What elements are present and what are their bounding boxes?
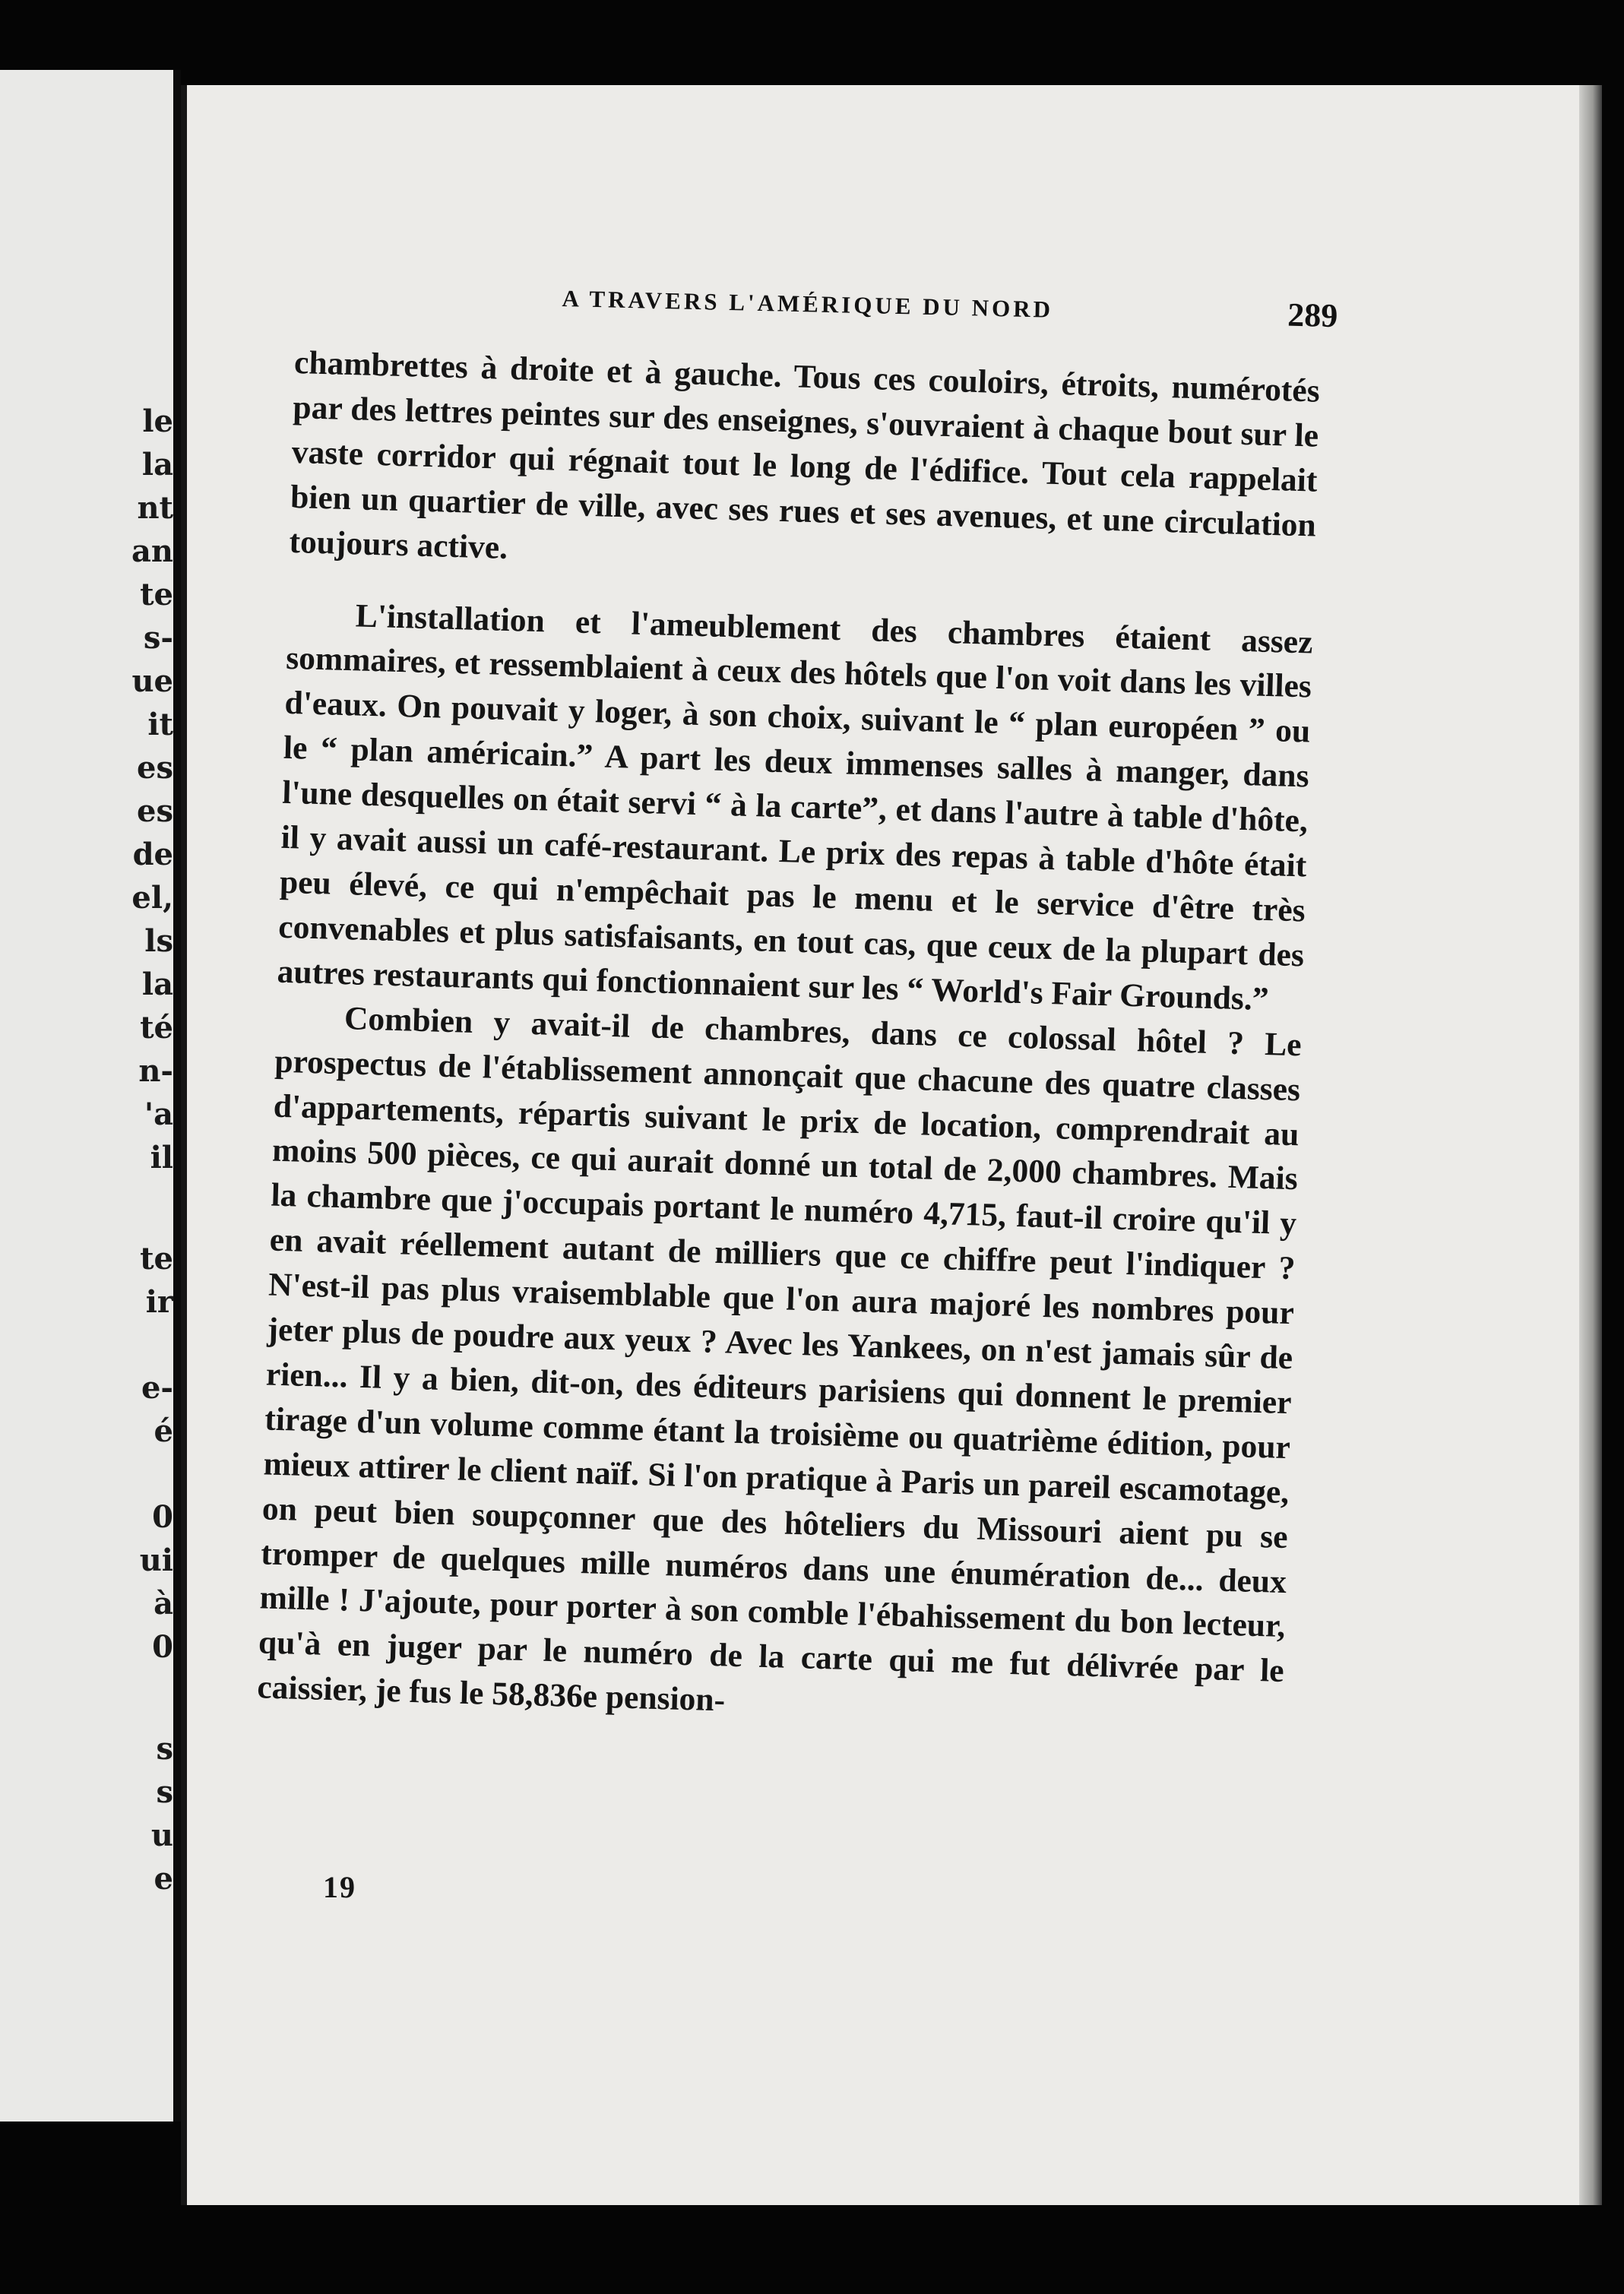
fragment: é bbox=[154, 1413, 173, 1449]
fragment: la bbox=[141, 967, 173, 1002]
fragment: s bbox=[156, 1774, 173, 1810]
fragment: es bbox=[137, 750, 173, 786]
fragment: te bbox=[140, 577, 173, 612]
fragment: es bbox=[137, 793, 173, 829]
fragment: e- bbox=[141, 1370, 173, 1406]
fragment: s bbox=[156, 1731, 173, 1767]
fragment: n- bbox=[138, 1053, 173, 1089]
page-edge bbox=[1579, 85, 1602, 2205]
fragment: ui bbox=[139, 1543, 173, 1578]
fragment: ir bbox=[145, 1284, 173, 1320]
fragment: u bbox=[150, 1818, 173, 1853]
signature-mark: 19 bbox=[323, 1870, 356, 1904]
fragment: 0 bbox=[152, 1499, 173, 1535]
fragment: la bbox=[141, 447, 173, 483]
paragraph: Combien y avait-il de chambres, dans ce colossal hôtel ? Le prospectus de l'établissement annonçait que chacune des quatre classes d'appartements, répartis suivant le prix de location, comprendrait au moins 500 pièces, ce qui aurait donné un total de 2,000 chambres. Mais la chambre que j'occupais portant le numéro 4,715, faut-il croire qu'il y en avait réellement autant de milliers que ce chiffre peut l'indiquer ? N'est-il pas plus vraisemblable que l'on aura majoré les nombres pour jeter plus de poudre aux yeux ? Avec les Yankees, on n'est jamais sûr de rien... Il y a bien, dit-on, des éditeurs parisiens qui donnent le premier tirage d'un volume comme étant la troisième ou quatrième édition, pour mieux attirer le client naïf. Si l'on pratique à Paris un pareil escamotage, on peut bien soupçonner que des hôteliers du Missouri aient pu se tromper de quelques mille numéros dans une énumération de... deux mille ! J'ajoute, pour porter à son comble l'ébahissement du bon lecteur, qu'à en juger par le numéro de la carte qui me fut délivrée par le caissier, je fus le 58,836e pension- bbox=[256, 999, 1303, 1719]
fragment: ue bbox=[131, 663, 173, 699]
fragment: s- bbox=[143, 620, 173, 656]
fragment: 0 bbox=[152, 1629, 173, 1665]
body-text bbox=[257, 340, 1321, 1739]
fragment: te bbox=[140, 1241, 173, 1277]
running-title: A TRAVERS L'AMÉRIQUE DU NORD bbox=[562, 285, 1054, 323]
fragment: de bbox=[132, 837, 173, 872]
page-number: 289 bbox=[1287, 296, 1338, 335]
fragment: el, bbox=[131, 880, 173, 916]
fragment: à bbox=[154, 1586, 173, 1622]
fragment: il bbox=[150, 1140, 173, 1175]
fragment: an bbox=[131, 533, 173, 569]
fragment: nt bbox=[137, 490, 173, 526]
fragment: ls bbox=[144, 923, 173, 959]
paragraph: chambrettes à droite et à gauche. Tous ces couloirs, étroits, numérotés par des lettres peintes sur des enseignes, s'ouvraient à chaque bout sur le vaste corridor qui régnait tout le long de l'édifice. Tout cela rappelait bien un quartier de ville, avec ses rues et ses avenues, et une circulation toujours active. bbox=[288, 343, 1321, 566]
fragment: 'a bbox=[144, 1096, 173, 1132]
fragment: it bbox=[147, 707, 173, 742]
fragment: le bbox=[142, 403, 173, 439]
fragment: té bbox=[140, 1010, 173, 1046]
paragraph: L'installation et l'ameublement des chambres étaient assez sommaires, et ressemblaient à ceux des hôtels que l'on voit dans les villes d'eaux. On pouvait y loger, à son choix, suivant le “ plan européen ” ou le “ plan américain.” A part les deux immenses salles à manger, dans l'une desquelles on était servi “ à la carte”, et dans l'autre à table d'hôte, il y avait aussi un café-restaurant. Le prix des repas à table d'hôte était peu élevé, ce qui n'empêchait pas le menu et le service d'être très convenables et plus satisfaisants, en tout cas, que ceux de la plupart des autres restaurants qui fonctionnaient sur les “ World's Fair Grounds.” bbox=[277, 596, 1314, 1017]
fragment: e bbox=[154, 1861, 173, 1897]
facing-page-left bbox=[0, 70, 181, 2122]
